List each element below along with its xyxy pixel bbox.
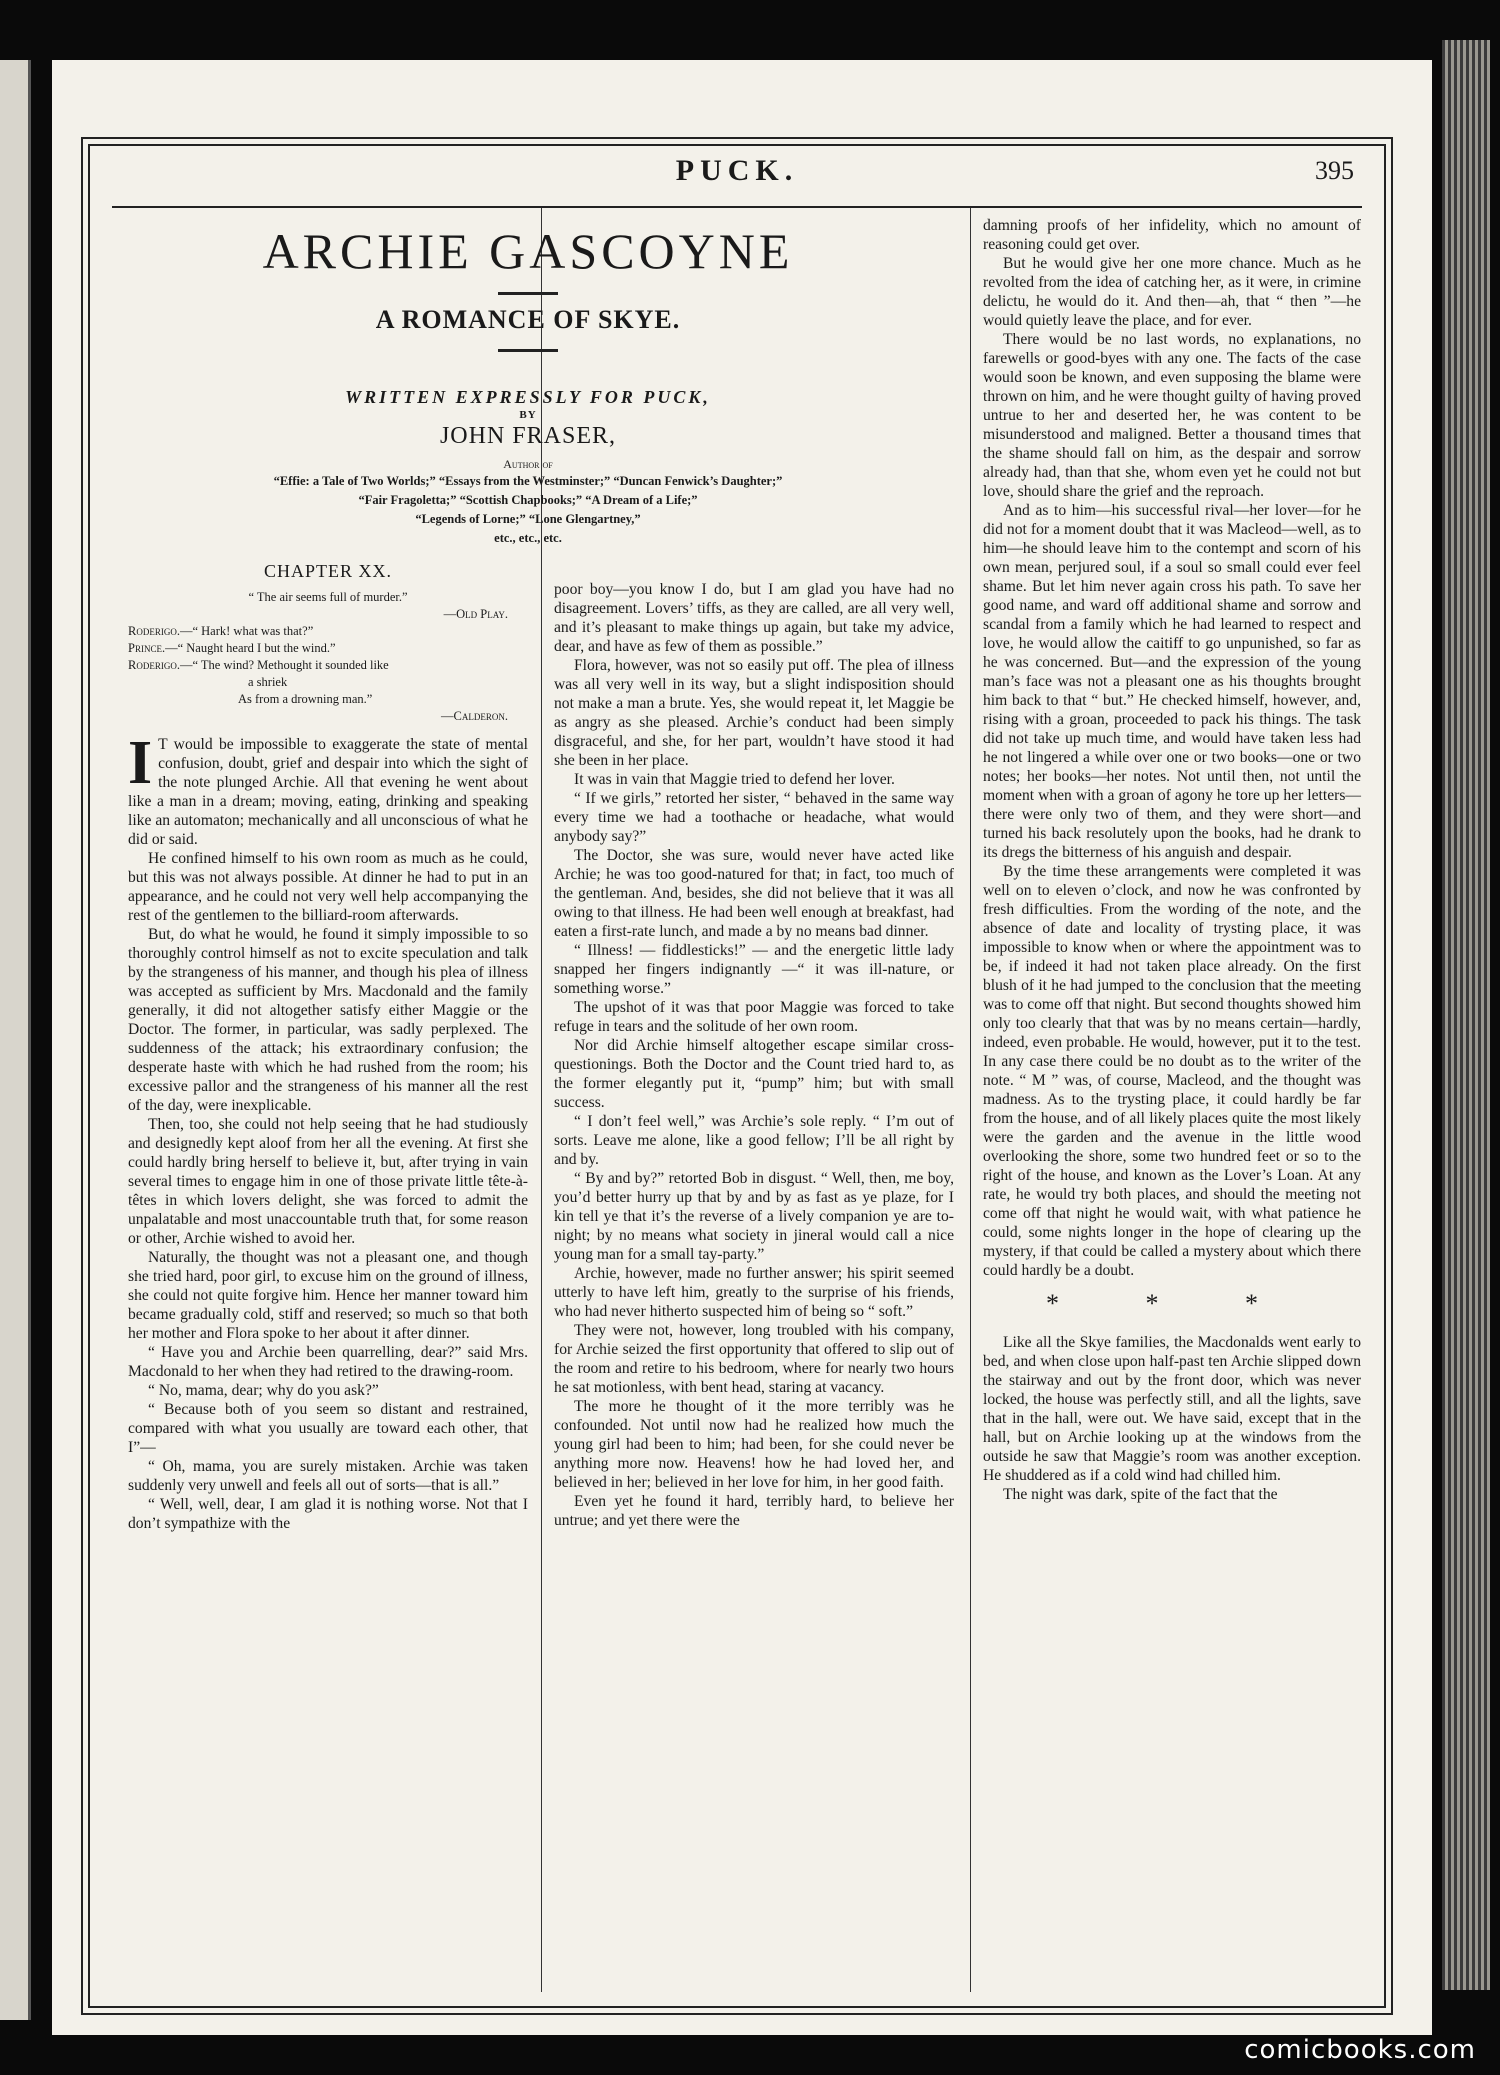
story-subtitle: A ROMANCE OF SKYE. xyxy=(375,305,681,334)
paragraph: Like all the Skye families, the Macdonalds went early to bed, and when close upon half-past ten Archie slipped down the stairway and out by the front door, which was never locked, the house was perfectly still, and all the lights, save that in the hall, were out. We have said, except that in the hall, but on Archie looking up at the windows from the outside he saw that Maggie’s room was another exception. He shuddered as if a cold wind had chilled him. xyxy=(983,1334,1361,1484)
paragraph: He confined himself to his own room as much as he could, but this was not always possible. At dinner he had to put in an appearance, and he could not very well help accompanying the rest of the gentlemen to the billiard-room afterwards. xyxy=(128,850,528,924)
works-line: “Legends of Lorne;” “Lone Glengartney,” xyxy=(415,512,641,526)
epigraph xyxy=(128,589,528,725)
paragraph: It was in vain that Maggie tried to defend her lover. xyxy=(574,771,895,788)
paragraph: And as to him—his successful rival—her lover—for he did not for a moment doubt that it was Macleod—well, as to him—he should leave him to the contempt and scorn of his own mean, perjured soul, if a soul so small could ever feel shame. But let him never again cross his path. To save her good name, and ward off additional shame and sorrow and scandal from a family which he had learned to respect and love, he would allow the caitiff to go unpunished, so far as he was concerned. But—and the expression of the young man’s face was not a pleasant one as his thoughts brought him back to that “ but.” He checked himself, however, and, rising with a groan, proceeded to pack his things. The task did not take up much time, and would have taken less had he not lingered a while over one or two books—one or two notes; her books—her notes. Not until then, not until the moment when with a groan of agony he tore up her letters—there were only two of them, and they were short—and turned his back resolutely upon the books, had he drank to its dregs the bitterness of his anguish and despair. xyxy=(983,502,1361,861)
paragraph: Nor did Archie himself altogether escape similar cross-questionings. Both the Doctor and the Count tried hard to, as the former elegantly put it, “pump” him; but with small success. xyxy=(554,1037,954,1111)
adjacent-page-edge xyxy=(0,60,31,2020)
book-page-edges xyxy=(1442,40,1490,1990)
paragraph xyxy=(128,729,528,849)
story-title: ARCHIE GASCOYNE xyxy=(262,223,794,279)
magazine-page xyxy=(52,60,1432,2035)
paragraph: “ Oh, mama, you are surely mistaken. Archie was taken suddenly very unwell and feels all out of sorts—that is all.” xyxy=(128,1458,528,1494)
paragraph: The more he thought of it the more terribly was he confounded. Not until now had he realized how much the young girl had been to him; had been, for she could never be anything more now. Heavens! how he had loved her, and believed in her; believed in her love for him, in her good faith. xyxy=(554,1398,954,1491)
dialogue-continuation: a shriek xyxy=(248,675,288,689)
dialogue-text: —“ Naught heard I but the wind.” xyxy=(165,641,336,655)
paragraph: The night was dark, spite of the fact that the xyxy=(1003,1486,1278,1503)
paragraph: They were not, however, long troubled with his company, for Archie seized the first opportunity that offered to slip out of the room and retire to his bedroom, where for nearly two hours he sat motionless, with bent head, staring at vacancy. xyxy=(554,1322,954,1396)
column-2 xyxy=(554,580,954,1984)
paragraph: “ Illness! — fiddlesticks!” — and the energetic little lady snapped her fingers indignantly —“ it was ill-nature, or something worse.” xyxy=(554,942,954,997)
speaker: Prince. xyxy=(128,641,166,655)
paragraph: But he would give her one more chance. Much as he revolted from the idea of catching her, as it were, in crimine delictu, he would do it. And then—ah, that “ then ”—he would quietly leave the place, and for ever. xyxy=(983,255,1361,329)
column-divider xyxy=(970,208,971,1992)
paragraph: Archie, however, made no further answer; his spirit seemed utterly to have left him, greatly to the surprise of his friends, who had never hitherto suspected him of being so “ soft.” xyxy=(554,1265,954,1320)
paragraph: By the time these arrangements were completed it was well on to eleven o’clock, and now he was confronted by fresh difficulties. From the wording of the note, and the absence of date and locality of trysting place, it was impossible to know when or where the appointment was to be, if indeed it had not taken place already. On the first blush of it he had jumped to the conclusion that the meeting was to come off that night. But second thoughts showed him only too clearly that that was by no means certain—hardly, indeed, even probable. He would, however, put it to the test. In any case there could be no doubt as to the writer of the note. “ M ” was, of course, Macleod, and the thought was madness. As to the trysting place, it could hardly be far from the house, and of all likely places quite the most likely were the garden and the avenue in the little wood overlooking the shore, some two hundred feet or so to the right of the house, and known as the Lover’s Loan. At any rate, he would try both places, and should the meeting not come off that night he would wait, with what patience he could, some nights longer in the hope of clearing up the mystery, if that could be called a mystery about which there could hardly be a doubt. xyxy=(983,863,1361,1279)
chapter-title: CHAPTER XX. xyxy=(263,561,392,581)
by-line: BY xyxy=(519,409,537,421)
page-frame xyxy=(88,144,1386,2008)
paragraph: The upshot of it was that poor Maggie was forced to take refuge in tears and the solitude of her own room. xyxy=(554,999,954,1035)
dialogue-text: —“ The wind? Methought it sounded like xyxy=(179,658,389,672)
paragraph: “ Well, well, dear, I am glad it is nothing worse. Not that I don’t sympathize with the xyxy=(128,1496,528,1532)
works-line: etc., etc., etc. xyxy=(494,531,562,545)
author-name: JOHN FRASER, xyxy=(439,423,617,449)
article-text xyxy=(128,729,528,1533)
masthead-title: PUCK. xyxy=(675,154,799,187)
paragraph: “ No, mama, dear; why do you ask?” xyxy=(148,1382,379,1399)
epigraph-source: —Calderon. xyxy=(441,709,508,723)
paragraph: The Doctor, she was sure, would never have acted like Archie; he was too good-natured for that; in fact, too much of the gentleman. And, besides, she did not believe that it was all owing to that illness. He had been well enough at breakfast, had eaten a first-rate lunch, and made a by no means bad dinner. xyxy=(554,847,954,940)
author-works xyxy=(128,472,928,548)
column-3 xyxy=(983,216,1361,1984)
dialogue-line xyxy=(128,623,528,640)
paragraph: But, do what he would, he found it simply impossible to so thoroughly control himself as not to excite speculation and talk by the strangeness of his manner, and though his plea of illness was accepted as sufficient by Mrs. Macdonald and the family generally, it did not altogether satisfy either Maggie or the Doctor. The former, in particular, was sadly perplexed. The suddenness of the attack; his extraordinary confusion; the desperate haste with which he had rushed from the room; his excessive pallor and the strangeness of his manner all the rest of the day, were inexplicable. xyxy=(128,926,528,1114)
paragraph: Then, too, she could not help seeing that he had studiously and designedly kept aloof from her all the evening. At first she could hardly bring herself to believe it, but, after trying in vain several times to engage him in one of those private little tête-à-têtes in which lovers delight, she was forced to admit the unpalatable and most unaccountable truth that, for some reason or other, Archie wished to avoid her. xyxy=(128,1116,528,1247)
paragraph-text: T would be impossible to exaggerate the state of mental confusion, doubt, grief and despair into which the sight of the note plunged Archie. All that evening he went about like a man in a dream; moving, eating, drinking and speaking like an automaton; mechanically and all unconscious of what he did or said. xyxy=(128,736,528,848)
epigraph-quote: “ The air seems full of murder.” xyxy=(248,590,408,604)
paragraph: poor boy—you know I do, but I am glad you have had no disagreement. Lovers’ tiffs, as they are called, are all very well, and it’s pleasant to make things up again, but take my advice, dear, and have as few of them as possible.” xyxy=(554,581,954,655)
paragraph: “ By and by?” retorted Bob in disgust. “ Well, then, me boy, you’d better hurry up that by and by as fast as ye plaze, for I kin tell ye that it’s the reverse of a lively companion ye are to-night; by no means what society in jineral would call a nice young man for a small tay-party.” xyxy=(554,1170,954,1263)
works-line: “Effie: a Tale of Two Worlds;” “Essays from the Westminster;” “Duncan Fenwick’s Daughter;” xyxy=(273,474,783,488)
written-for-line: WRITTEN EXPRESSLY FOR PUCK, xyxy=(345,387,711,407)
drop-cap: I xyxy=(128,729,153,797)
paragraph: There would be no last words, no explanations, no farewells or good-byes with any one. The facts of the case would soon be known, and even supposing the blame were thrown on him, and he were thought guilty of having proved untrue to her and deserted her, he was content to be misunderstood and maligned. Better a thousand times that the shame should fall on him, as the despair and sorrow already had, than that she, whom even yet he could not but love, should share the grief and the reproach. xyxy=(983,331,1361,500)
speaker: Roderigo. xyxy=(128,624,180,638)
chapter-section xyxy=(128,562,528,1533)
speaker: Roderigo. xyxy=(128,658,180,672)
works-line: “Fair Fragoletta;” “Scottish Chapbooks;” “A Dream of a Life;” xyxy=(358,493,698,507)
paragraph: Even yet he found it hard, terribly hard, to believe her untrue; and yet there were the xyxy=(554,1493,954,1529)
paragraph: damning proofs of her infidelity, which no amount of reasoning could get over. xyxy=(983,217,1361,253)
dialogue-continuation: As from a drowning man.” xyxy=(238,692,373,706)
paragraph: “ Have you and Archie been quarrelling, dear?” said Mrs. Macdonald to her when they had retired to the drawing-room. xyxy=(128,1344,528,1380)
section-break-stars: * * * xyxy=(1046,1289,1298,1318)
header-rule xyxy=(112,206,1362,208)
subtitle-rule xyxy=(498,349,558,352)
epigraph-source: —Old Play. xyxy=(443,607,508,621)
paragraph: Flora, however, was not so easily put off. The plea of illness was all very well in its way, but a slight indisposition should not make a man a brute. Yes, she would repeat it, let Maggie be as angry as she pleased. Archie’s conduct had been simply disgraceful, and she, for her part, wouldn’t have stood it had she been in her place. xyxy=(554,657,954,769)
dialogue-text: —“ Hark! what was that?” xyxy=(179,624,314,638)
paragraph: “ If we girls,” retorted her sister, “ behaved in the same way every time we had a toothache or headache, what would anybody say?” xyxy=(554,790,954,845)
page-number: 395 xyxy=(1315,156,1354,185)
paragraph: Naturally, the thought was not a pleasant one, and though she tried hard, poor girl, to excuse him on the ground of illness, she could not quite forgive him. Hence her manner toward him became gradually cold, stiff and reserved; so much so that both her mother and Flora spoke to her about it after dinner. xyxy=(128,1249,528,1342)
paragraph: “ Because both of you seem so distant and restrained, compared with what you usually are toward each other, that I”— xyxy=(128,1401,528,1456)
dialogue-line xyxy=(128,640,528,657)
title-block xyxy=(128,224,928,548)
paragraph: “ I don’t feel well,” was Archie’s sole reply. “ I’m out of sorts. Leave me alone, like a good fellow; I’ll be all right by and by. xyxy=(554,1113,954,1168)
title-rule xyxy=(498,292,558,295)
dialogue-line xyxy=(128,657,528,674)
author-of-label: Author of xyxy=(503,457,553,471)
watermark: comicbooks.com xyxy=(1244,2035,1476,2065)
